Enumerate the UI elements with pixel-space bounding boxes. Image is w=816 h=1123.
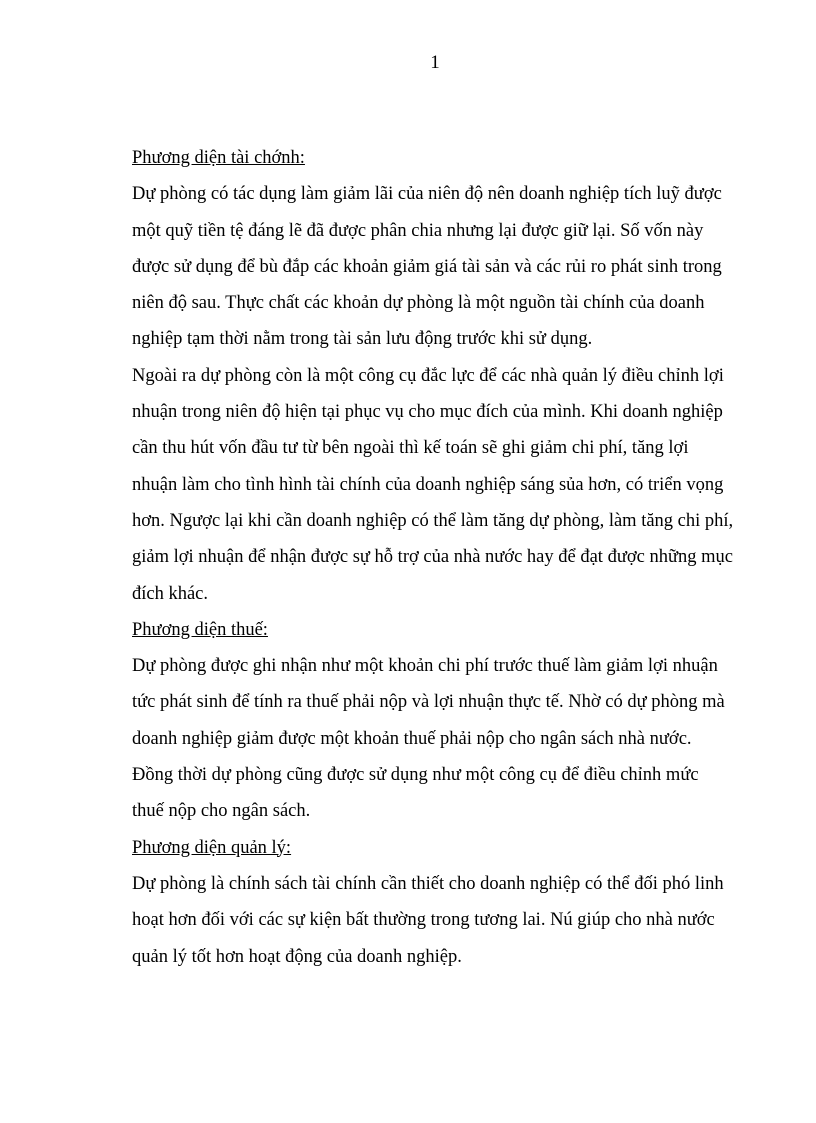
paragraph-line: nghiệp tạm thời nằm trong tài sản lưu động trước khi sử dụng.: [132, 329, 593, 350]
paragraph-line: nhuận làm cho tình hình tài chính của doanh nghiệp sáng sủa hơn, có triển vọng: [132, 474, 724, 495]
section-tax: [132, 612, 744, 830]
paragraph-line: hoạt hơn đối với các sự kiện bất thường trong tương lai. Nú giúp cho nhà nước: [132, 910, 715, 931]
section-financial: [132, 140, 744, 612]
page-number: 1: [430, 52, 440, 73]
paragraph-line: Dự phòng có tác dụng làm giảm lãi của niên độ nên doanh nghiệp tích luỹ được: [132, 184, 722, 205]
paragraph-line: Dự phòng là chính sách tài chính cần thiết cho doanh nghiệp có thể đối phó linh: [132, 873, 724, 894]
paragraph-line: Đồng thời dự phòng cũng được sử dụng như một công cụ để điều chỉnh mức: [132, 765, 699, 786]
section-management: [132, 830, 744, 975]
paragraph-line: hơn. Ngược lại khi cần doanh nghiệp có thể làm tăng dự phòng, làm tăng chi phí,: [132, 510, 734, 531]
paragraph-line: cần thu hút vốn đầu tư từ bên ngoài thì kế toán sẽ ghi giảm chi phí, tăng lợi: [132, 438, 689, 459]
paragraph-line: quản lý tốt hơn hoạt động của doanh nghiệp.: [132, 946, 462, 967]
paragraph-line: đích khác.: [132, 583, 209, 604]
paragraph-line: thuế nộp cho ngân sách.: [132, 801, 311, 822]
paragraph-line: doanh nghiệp giảm được một khoản thuế phải nộp cho ngân sách nhà nước.: [132, 728, 692, 749]
paragraph-line: giảm lợi nhuận để nhận được sự hỗ trợ của nhà nước hay để đạt được những mục: [132, 547, 733, 568]
paragraph-line: được sử dụng để bù đắp các khoản giảm giá tài sản và các rủi ro phát sinh trong: [132, 256, 722, 277]
paragraph-line: niên độ sau. Thực chất các khoản dự phòng là một nguồn tài chính của doanh: [132, 293, 705, 314]
paragraph-line: nhuận trong niên độ hiện tại phục vụ cho mục đích của mình. Khi doanh nghiệp: [132, 402, 723, 423]
document-body: [132, 140, 744, 975]
paragraph-line: Dự phòng được ghi nhận như một khoản chi phí trước thuế làm giảm lợi nhuận: [132, 656, 718, 677]
section-heading: Phương diện thuế:: [132, 619, 268, 640]
paragraph-line: một quỹ tiền tệ đáng lẽ đã được phân chia nhưng lại được giữ lại. Số vốn này: [132, 220, 704, 241]
section-heading: Phương diện quản lý:: [132, 837, 292, 858]
paragraph-line: tức phát sinh để tính ra thuế phải nộp và lợi nhuận thực tế. Nhờ có dự phòng mà: [132, 692, 725, 713]
paragraph-line: Ngoài ra dự phòng còn là một công cụ đắc lực để các nhà quản lý điều chỉnh lợi: [132, 365, 724, 386]
section-heading: Phương diện tài chớnh:: [132, 148, 305, 168]
